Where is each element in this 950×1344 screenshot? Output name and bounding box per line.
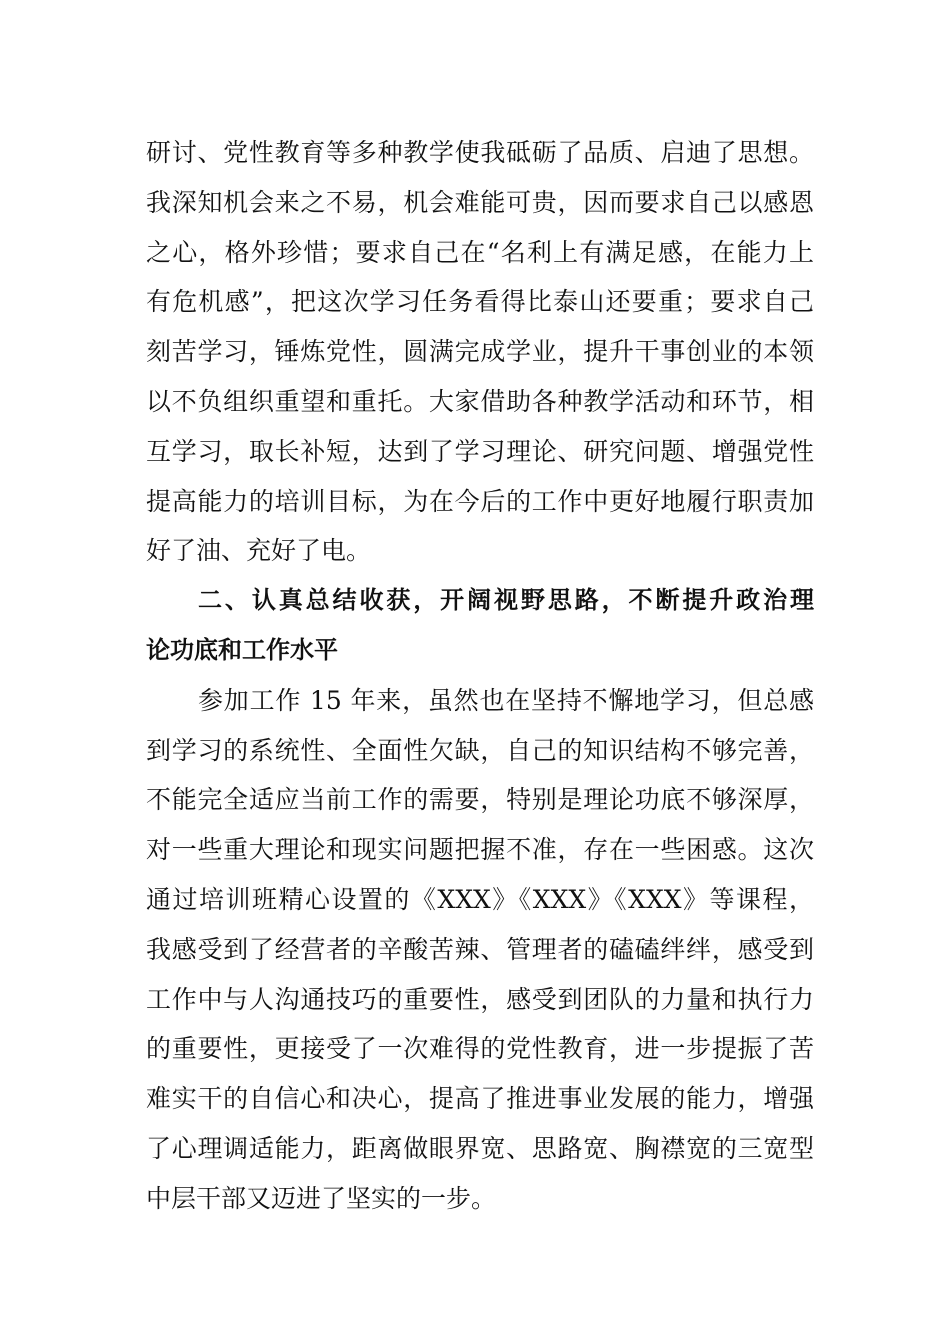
paragraph-line: 有危机感”，把这次学习任务看得比泰山还要重；要求自己 bbox=[146, 287, 814, 317]
paragraph-line: 我深知机会来之不易，机会难能可贵，因而要求自己以感恩 bbox=[146, 187, 814, 217]
document-body bbox=[146, 128, 814, 1224]
paragraph-line: 刻苦学习，锤炼党性，圆满完成学业，提升干事创业的本领 bbox=[146, 337, 814, 367]
paragraph-line: 提高能力的培训目标，为在今后的工作中更好地履行职责加 bbox=[146, 486, 814, 516]
heading-line: 二、认真总结收获，开阔视野思路，不断提升政治理 bbox=[198, 586, 814, 615]
paragraph-line: 工作中与人沟通技巧的重要性，感受到团队的力量和执行力 bbox=[146, 984, 814, 1014]
paragraph-1 bbox=[146, 128, 814, 576]
paragraph-2 bbox=[146, 676, 814, 1224]
paragraph-line: 通过培训班精心设置的《XXX》《XXX》《XXX》等课程， bbox=[146, 884, 814, 914]
paragraph-line: 中层干部又迈进了坚实的一步。 bbox=[146, 1183, 497, 1213]
paragraph-line: 对一些重大理论和现实问题把握不准，存在一些困惑。这次 bbox=[146, 835, 814, 865]
paragraph-line: 之心，格外珍惜；要求自己在“名利上有满足感，在能力上 bbox=[146, 237, 814, 267]
section-heading bbox=[146, 576, 814, 676]
paragraph-line: 到学习的系统性、全面性欠缺，自己的知识结构不够完善， bbox=[146, 735, 814, 765]
paragraph-line: 难实干的自信心和决心，提高了推进事业发展的能力，增强 bbox=[146, 1084, 814, 1114]
paragraph-line: 好了油、充好了电。 bbox=[146, 536, 372, 566]
paragraph-line: 的重要性，更接受了一次难得的党性教育，进一步提振了苦 bbox=[146, 1034, 814, 1064]
heading-line: 论功底和工作水平 bbox=[146, 635, 338, 664]
paragraph-line: 研讨、党性教育等多种教学使我砥砺了品质、启迪了思想。 bbox=[146, 138, 814, 167]
paragraph-line: 以不负组织重望和重托。大家借助各种教学活动和环节，相 bbox=[146, 386, 814, 416]
paragraph-line: 不能完全适应当前工作的需要，特别是理论功底不够深厚， bbox=[146, 785, 814, 815]
paragraph-line: 参加工作 15 年来，虽然也在坚持不懈地学习，但总感 bbox=[198, 685, 814, 715]
paragraph-line: 了心理调适能力，距离做眼界宽、思路宽、胸襟宽的三宽型 bbox=[146, 1133, 814, 1163]
paragraph-line: 我感受到了经营者的辛酸苦辣、管理者的磕磕绊绊，感受到 bbox=[146, 934, 814, 964]
paragraph-line: 互学习，取长补短，达到了学习理论、研究问题、增强党性 bbox=[146, 436, 814, 466]
